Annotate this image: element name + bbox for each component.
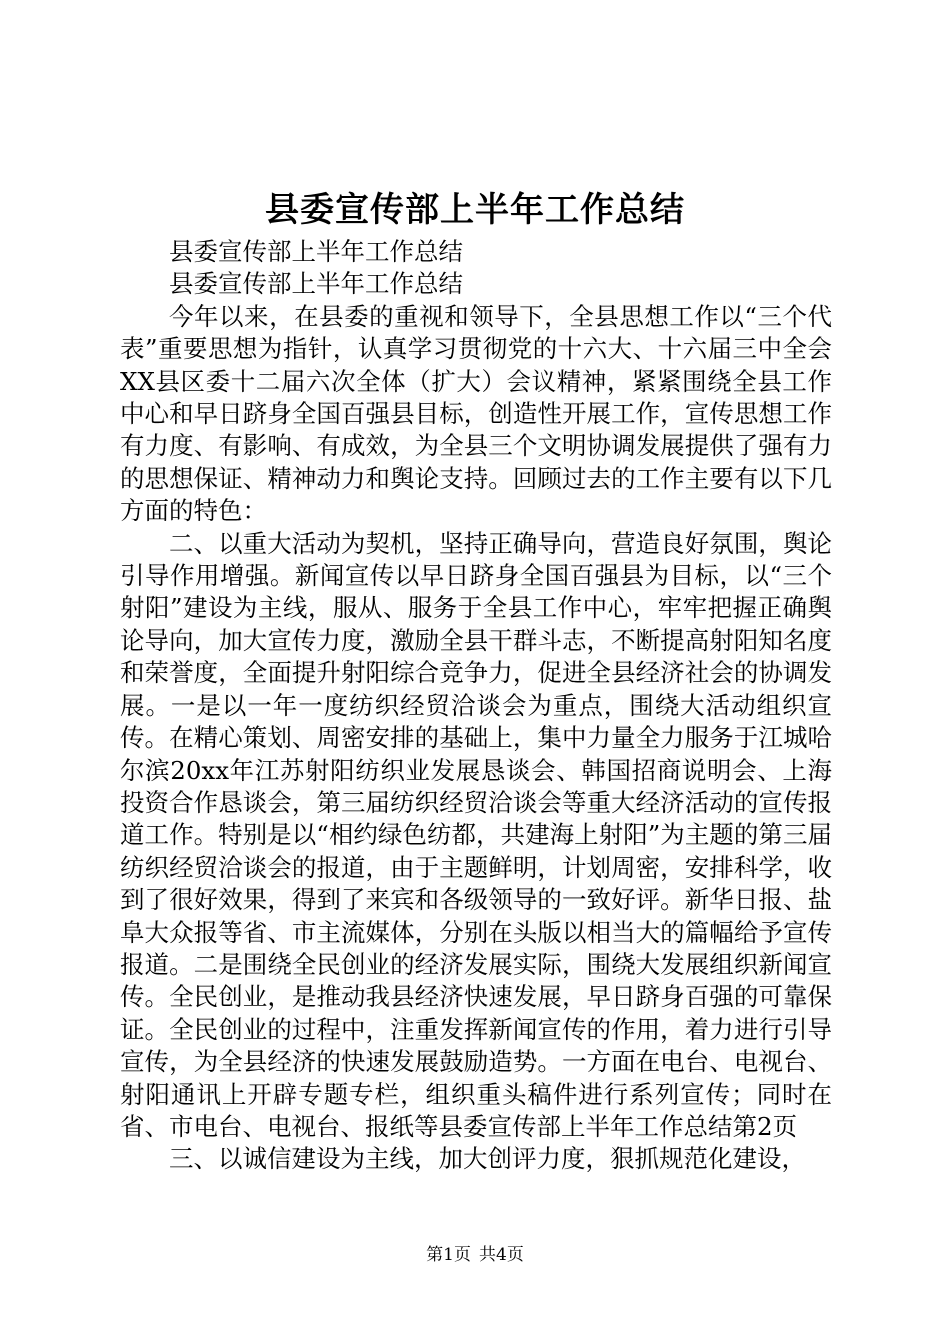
page-footer xyxy=(0,1243,950,1267)
document-title: 县委宣传部上半年工作总结 xyxy=(265,190,685,230)
page-total: 共4页 xyxy=(479,1245,524,1265)
paragraph-subtitle-1: 县委宣传部上半年工作总结 xyxy=(169,237,463,266)
paragraph-intro: 今年以来，在县委的重视和领导下，全县思想工作以“三个代表”重要思想为指针，认真学习贯彻党的十六大、十六届三中全会XX县区委十二届六次全体（扩大）会议精神，紧紧围绕全县工作中心和早日跻身全国百强县目标，创造性开展工作，宣传思想工作有力度、有影响、有成效，为全县三个文明协调发展提供了强有力的思想保证、精神动力和舆论支持。回顾过去的工作主要有以下几方面的特色： xyxy=(120,301,832,526)
paragraph-subtitle-2: 县委宣传部上半年工作总结 xyxy=(169,269,463,299)
paragraph-section-2: 二、以重大活动为契机，坚持正确导向，营造良好氛围，舆论引导作用增强。新闻宣传以早日跻身全国百强县为目标，以“三个射阳”建设为主线，服从、服务于全县工作中心，牢牢把握正确舆论导向，加大宣传力度，激励全县干群斗志，不断提高射阳知名度和荣誉度，全面提升射阳综合竞争力，促进全县经济社会的协调发展。一是以一年一度纺织经贸洽谈会为重点，围绕大活动组织宣传。在精心策划、周密安排的基础上，集中力量全力服务于江城哈尔滨20xx年江苏射阳纺织业发展恳谈会、韩国招商说明会、上海投资合作恳谈会，第三届纺织经贸洽谈会等重大经济活动的宣传报道工作。特别是以“相约绿色纺都，共建海上射阳”为主题的第三届纺织经贸洽谈会的报道，由于主题鲜明，计划周密，安排科学，收到了很好效果，得到了来宾和各级领导的一致好评。新华日报、盐阜大众报等省、市主流媒体，分别在头版以相当大的篇幅给予宣传报道。二是围绕全民创业的经济发展实际，围绕大发展组织新闻宣传。全民创业，是推动我县经济快速发展，早日跻身百强的可靠保证。全民创业的过程中，注重发挥新闻宣传的作用，着力进行引导宣传，为全县经济的快速发展鼓励造势。一方面在电台、电视台、射阳通讯上开辟专题专栏，组织重头稿件进行系列宣传；同时在省、市电台、电视台、报纸等县委宣传部上半年工作总结第2页 xyxy=(120,528,832,1141)
page-number: 第1页 xyxy=(426,1245,471,1265)
document-body xyxy=(120,236,832,1176)
paragraph-section-3: 三、以诚信建设为主线，加大创评力度，狠抓规范化建设， xyxy=(169,1144,806,1174)
